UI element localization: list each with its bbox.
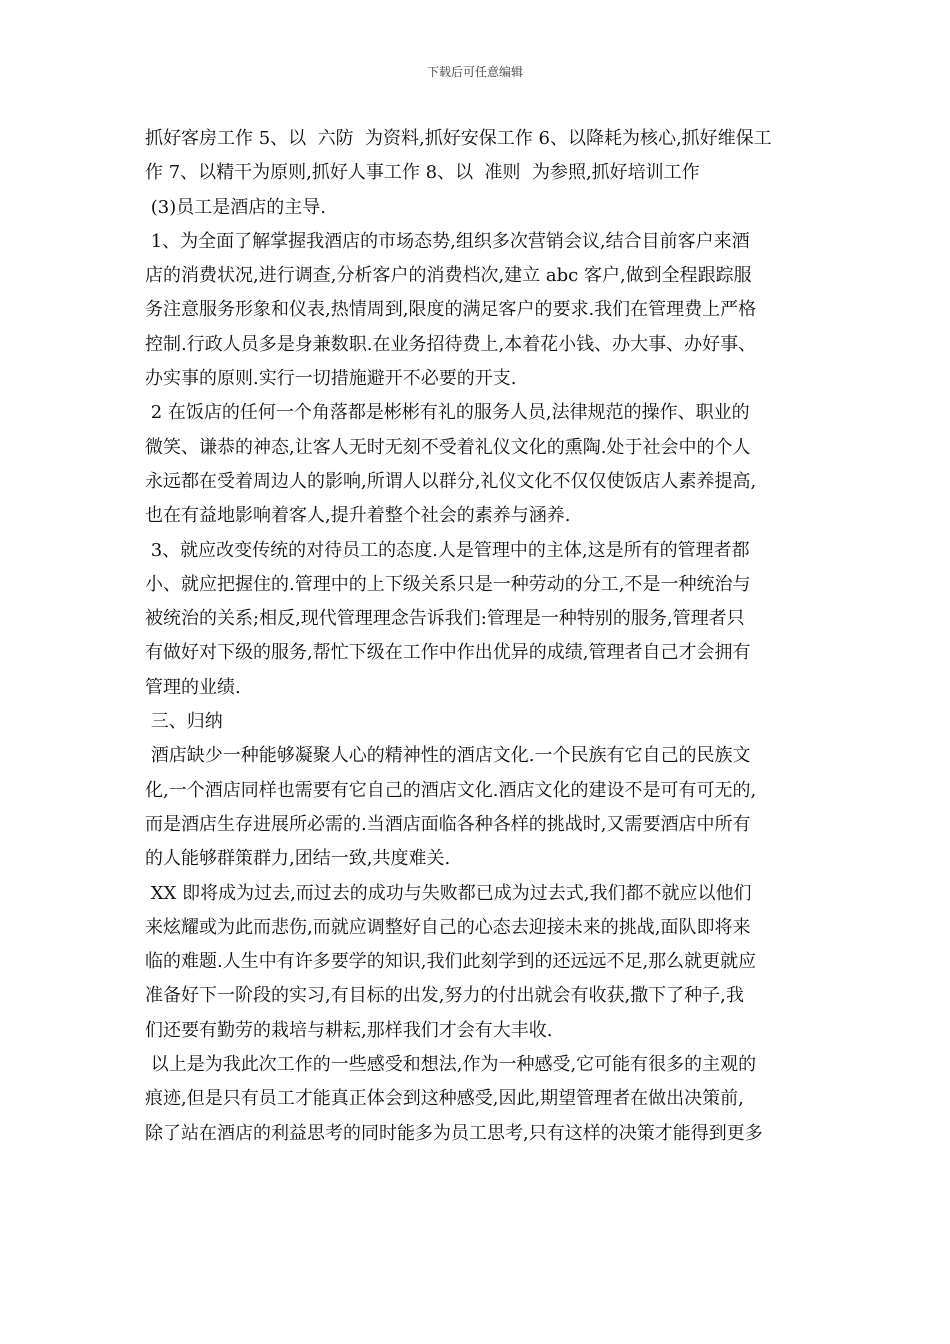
text-line: 们还要有勤劳的栽培与耕耘,那样我们才会有大丰收.: [145, 1019, 553, 1041]
text-line: 3、就应改变传统的对待员工的态度.人是管理中的主体,这是所有的管理者都: [145, 539, 750, 561]
text-line: 而是酒店生存进展所必需的.当酒店面临各种各样的挑战时,又需要酒店中所有: [145, 813, 751, 835]
text-line: XX 即将成为过去,而过去的成功与失败都已成为过去式,我们都不就应以他们: [145, 882, 752, 904]
text-line: 也在有益地影响着客人,提升着整个社会的素养与涵养.: [145, 505, 571, 527]
text-line: 三、归纳: [145, 711, 223, 733]
text-line: 小、就应把握住的.管理中的上下级关系只是一种劳动的分工,不是一种统治与: [145, 573, 751, 595]
text-line: 临的难题.人生中有许多要学的知识,我们此刻学到的还远远不足,那么就更就应: [145, 951, 757, 973]
text-line: 抓好客房工作 5、以 六防 为资料,抓好安保工作 6、以降耗为核心,抓好维保工: [145, 128, 772, 149]
text-line: 永远都在受着周边人的影响,所谓人以群分,礼仪文化不仅仅使饭店人素养提高,: [145, 470, 757, 492]
text-line: 除了站在酒店的利益思考的同时能多为员工思考,只有这样的决策才能得到更多: [145, 1122, 763, 1144]
text-line: 办实事的原则.实行一切措施避开不必要的开支.: [145, 368, 517, 390]
text-line: 作 7、以精干为原则,抓好人事工作 8、以 准则 为参照,抓好培训工作: [145, 162, 700, 184]
text-line: 的人能够群策群力,团结一致,共度难关.: [145, 848, 451, 870]
text-line: 化,一个酒店同样也需要有它自己的酒店文化.酒店文化的建设不是可有可无的,: [145, 779, 757, 801]
text-line: 2 在饭店的任何一个角落都是彬彬有礼的服务人员,法律规范的操作、职业的: [145, 402, 750, 424]
text-line: 有做好对下级的服务,帮忙下级在工作中作出优异的成绩,管理者自己才会拥有: [145, 642, 751, 664]
page-header: 下载后可任意编辑: [426, 65, 523, 79]
text-line: 务注意服务形象和仪表,热情周到,限度的满足客户的要求.我们在管理费上严格: [145, 299, 757, 321]
text-line: 控制.行政人员多是身兼数职.在业务招待费上,本着花小钱、办大事、办好事、: [145, 333, 757, 355]
document-body: [145, 122, 813, 1151]
text-line: 痕迹,但是只有员工才能真正体会到这种感受,因此,期望管理者在做出决策前,: [145, 1088, 744, 1110]
text-line: 管理的业绩.: [145, 676, 241, 698]
text-line: (3)员工是酒店的主导.: [145, 196, 326, 218]
text-line: 以上是为我此次工作的一些感受和想法,作为一种感受,它可能有很多的主观的: [145, 1054, 757, 1076]
text-line: 微笑、谦恭的神态,让客人无时无刻不受着礼仪文化的熏陶.处于社会中的个人: [145, 436, 751, 458]
text-line: 1、为全面了解掌握我酒店的市场态势,组织多次营销会议,结合目前客户来酒: [145, 230, 750, 252]
text-line: 来炫耀或为此而悲伤,而就应调整好自己的心态去迎接未来的挑战,面队即将来: [145, 916, 751, 938]
text-line: 酒店缺少一种能够凝聚人心的精神性的酒店文化.一个民族有它自己的民族文: [145, 745, 751, 767]
text-line: 准备好下一阶段的实习,有目标的出发,努力的付出就会有收获,撒下了种子,我: [145, 985, 744, 1007]
text-line: 被统治的关系;相反,现代管理理念告诉我们:管理是一种特别的服务,管理者只: [145, 608, 745, 630]
text-line: 店的消费状况,进行调查,分析客户的消费档次,建立 abc 客户,做到全程跟踪服: [145, 265, 752, 287]
